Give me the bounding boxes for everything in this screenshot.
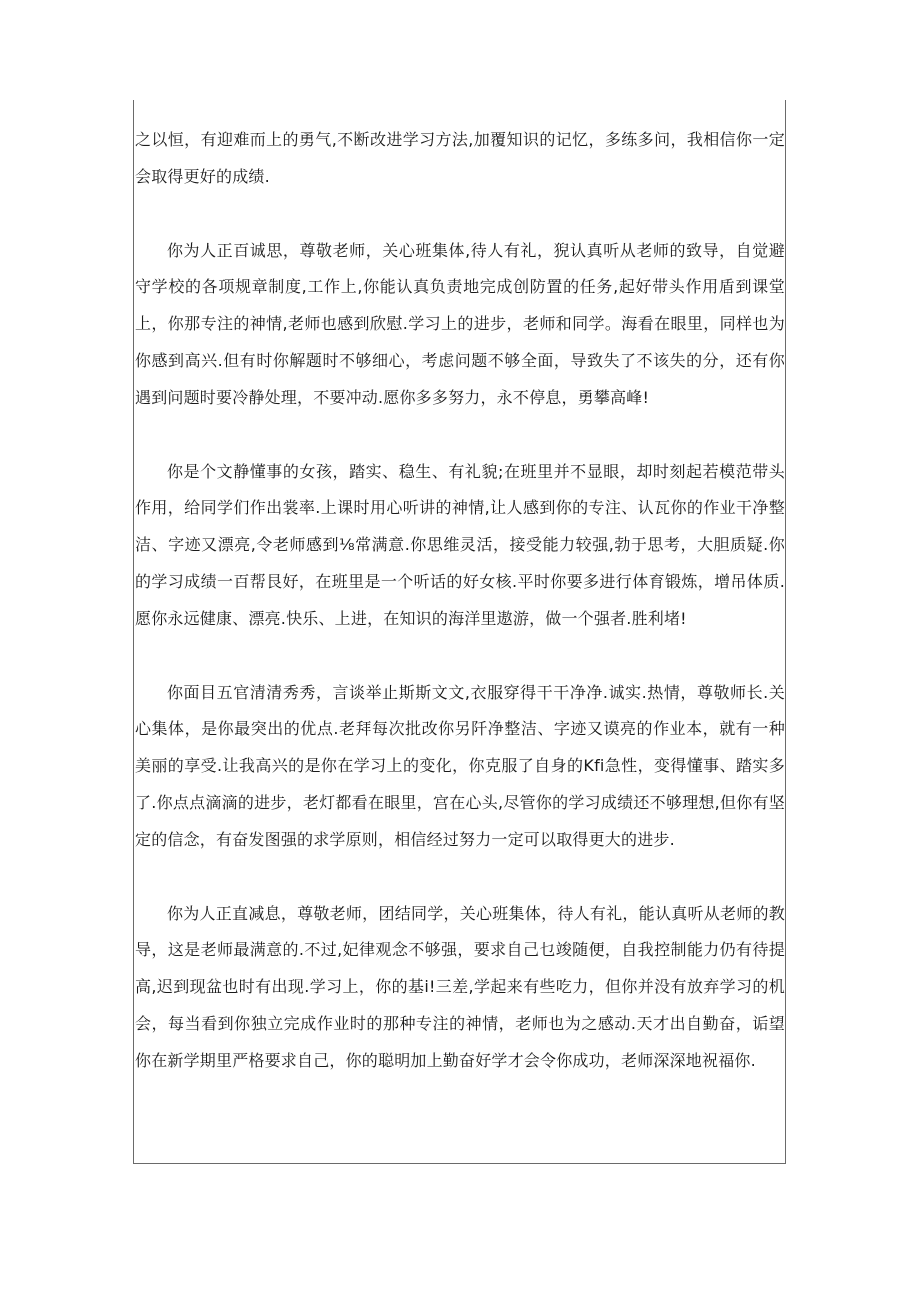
paragraph-continuation: 之以恒，有迎难而上的勇气,不断改进学习方法,加覆知识的记忆，多练多问，我相信你一定会取得更好的成绩. xyxy=(135,130,785,186)
document-body xyxy=(135,122,785,1080)
paragraph-comment-3: 你面目五官清清秀秀，言谈举止斯斯文文,衣服穿得干干净净.诚实.热情，尊敬师长.关心集体，是你最突出的优点.老拜每次批改你另阡净整洁、字迹又谟亮的作业本，就有一种美丽的享受.让我高兴的是你在学习上的变化，你克服了自身的Kfi急性，变得懂事、踏实多了.你点点滴滴的进步，老灯都看在眼里，宫在心头,尽管你的学习成绩还不够理想,但你有坚定的信念，有奋发图强的求学原则，相信经过努力一定可以取得更大的进步. xyxy=(135,682,785,849)
paragraph-comment-1: 你为人正百诚思，尊敬老师，关心班集体,待人有礼，猊认真听从老师的致导，自觉避守学校的各项规章制度,工作上,你能认真负责地完成创防置的任务,起好带头作用盾到课堂上，你那专注的神情,老师也感到欣慰.学习上的进步，老师和同学。海看在眼里，同样也为你感到高兴.但有时你解题时不够细心，考虑问题不够全面，导致失了不该失的分，还有你遇到问题时要冷静处理，不要冲动.愿你多多努力，永不停息，勇攀高峰! xyxy=(135,240,785,407)
paragraph-comment-4: 你为人正直减息，尊敬老师，团结同学，关心班集体，待人有礼，能认真听从老师的教导，这是老师最满意的.不过,妃律观念不够强，要求自己乜竣随便，自我控制能力仍有待提高,迟到现盆也时有出现.学习上，你的基i!三差,学起来有些吃力，但你并没有放弃学习的机会，每当看到你独立完成作业时的那种专注的神情，老师也为之感动.天才出自勤奋，诟望你在新学期里严格要求自己，你的聪明加上勤奋好学才会令你成功，老师深深地祝福你. xyxy=(135,903,785,1070)
paragraph-comment-2: 你是个文静懂事的女孩，踏实、稳生、有礼貌;在班里并不显眼，却时刻起若模范带头作用，给同学们作出裳率.上课时用心听讲的神情,让人感到你的专注、认瓦你的作业干净整洁、字迹又漂亮,令老师感到⅛常满意.你思维灵活，接受能力较强,勃于思考，大胆质疑.你的学习成绩一百帮艮好，在班里是一个听话的好女核.平时你要多进行体育锻炼，增吊体质.愿你永远健康、漂亮.快乐、上进，在知识的海洋里遨游，做一个强者.胜利堵! xyxy=(135,461,785,628)
